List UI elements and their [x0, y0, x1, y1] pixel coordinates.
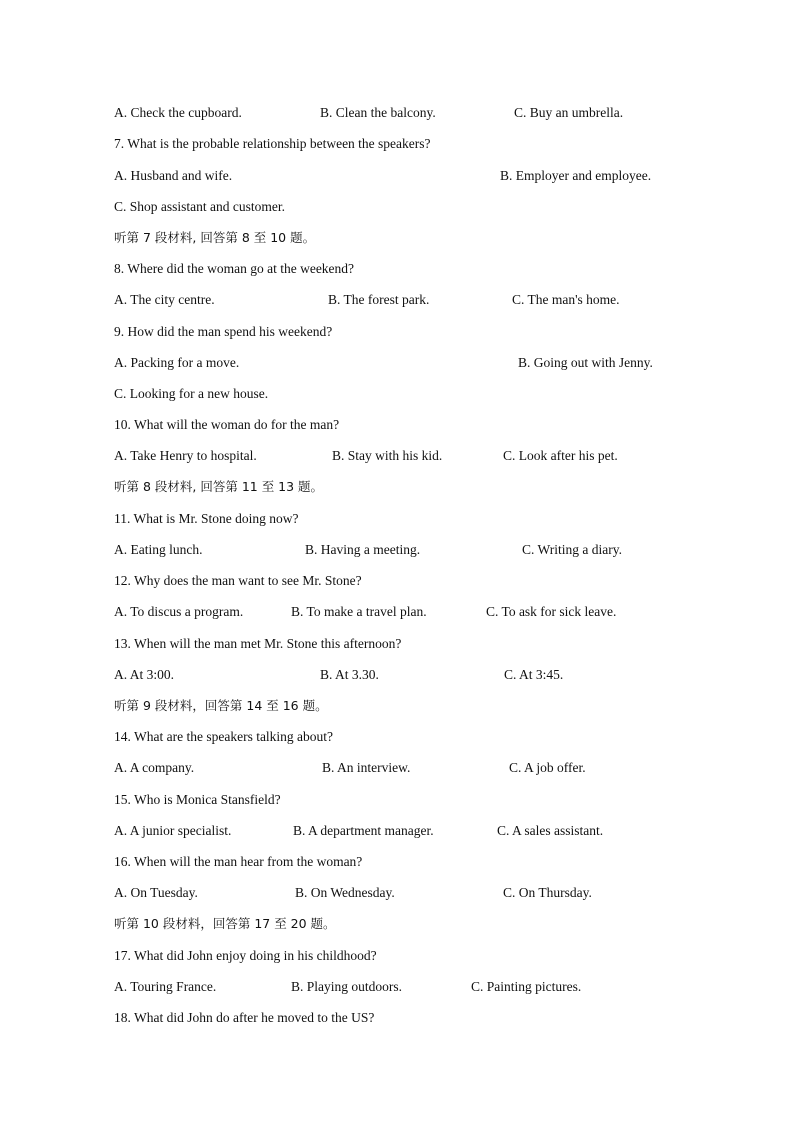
section-heading-8: 听第 8 段材料, 回答第 11 至 13 题。 [114, 479, 324, 494]
option-c-q8: C. The man's home. [512, 292, 620, 307]
question-8: 8. Where did the woman go at the weekend? [114, 261, 355, 276]
option-c-q11: C. Writing a diary. [522, 542, 622, 557]
option-b-q9: B. Going out with Jenny. [518, 355, 653, 370]
option-c-q14: C. A job offer. [509, 760, 586, 775]
question-15: 15. Who is Monica Stansfield? [114, 792, 281, 807]
section-heading-9: 听第 9 段材料，回答第 14 至 16 题。 [114, 698, 328, 713]
option-a-q15: A. A junior specialist. [114, 823, 232, 838]
option-c-q9: C. Looking for a new house. [114, 386, 269, 401]
option-b-q7: B. Employer and employee. [500, 168, 652, 183]
option-a-q12: A. To discus a program. [114, 604, 244, 619]
option-c-q12: C. To ask for sick leave. [486, 604, 617, 619]
option-a-q7: A. Husband and wife. [114, 168, 233, 183]
option-b-q6: B. Clean the balcony. [320, 105, 436, 120]
option-a-q13: A. At 3:00. [114, 667, 175, 682]
option-b-q16: B. On Wednesday. [295, 885, 395, 900]
question-14: 14. What are the speakers talking about? [114, 729, 334, 744]
question-16: 16. When will the man hear from the woman? [114, 854, 363, 869]
section-heading-7: 听第 7 段材料, 回答第 8 至 10 题。 [114, 230, 316, 245]
question-7: 7. What is the probable relationship between the speakers? [114, 136, 431, 151]
option-a-q8: A. The city centre. [114, 292, 215, 307]
option-b-q14: B. An interview. [322, 760, 411, 775]
option-a-q16: A. On Tuesday. [114, 885, 198, 900]
option-b-q17: B. Playing outdoors. [291, 979, 403, 994]
option-a-q17: A. Touring France. [114, 979, 217, 994]
option-c-q6: C. Buy an umbrella. [514, 105, 624, 120]
option-c-q15: C. A sales assistant. [497, 823, 604, 838]
question-17: 17. What did John enjoy doing in his childhood? [114, 948, 377, 963]
option-b-q13: B. At 3.30. [320, 667, 379, 682]
question-12: 12. Why does the man want to see Mr. Stone? [114, 573, 362, 588]
option-b-q11: B. Having a meeting. [305, 542, 421, 557]
option-a-q14: A. A company. [114, 760, 195, 775]
option-a-q9: A. Packing for a move. [114, 355, 240, 370]
option-a-q10: A. Take Henry to hospital. [114, 448, 257, 463]
option-b-q12: B. To make a travel plan. [291, 604, 427, 619]
question-9: 9. How did the man spend his weekend? [114, 324, 333, 339]
option-b-q15: B. A department manager. [293, 823, 434, 838]
option-b-q10: B. Stay with his kid. [332, 448, 443, 463]
option-c-q13: C. At 3:45. [504, 667, 564, 682]
option-c-q17: C. Painting pictures. [471, 979, 582, 994]
question-11: 11. What is Mr. Stone doing now? [114, 511, 299, 526]
option-a-q11: A. Eating lunch. [114, 542, 203, 557]
question-10: 10. What will the woman do for the man? [114, 417, 340, 432]
option-c-q7: C. Shop assistant and customer. [114, 199, 285, 214]
option-c-q16: C. On Thursday. [503, 885, 592, 900]
section-heading-10: 听第 10 段材料，回答第 17 至 20 题。 [114, 916, 336, 931]
option-c-q10: C. Look after his pet. [503, 448, 618, 463]
option-a-q6: A. Check the cupboard. [114, 105, 242, 120]
question-18: 18. What did John do after he moved to the US? [114, 1010, 375, 1025]
question-13: 13. When will the man met Mr. Stone this afternoon? [114, 636, 402, 651]
option-b-q8: B. The forest park. [328, 292, 430, 307]
